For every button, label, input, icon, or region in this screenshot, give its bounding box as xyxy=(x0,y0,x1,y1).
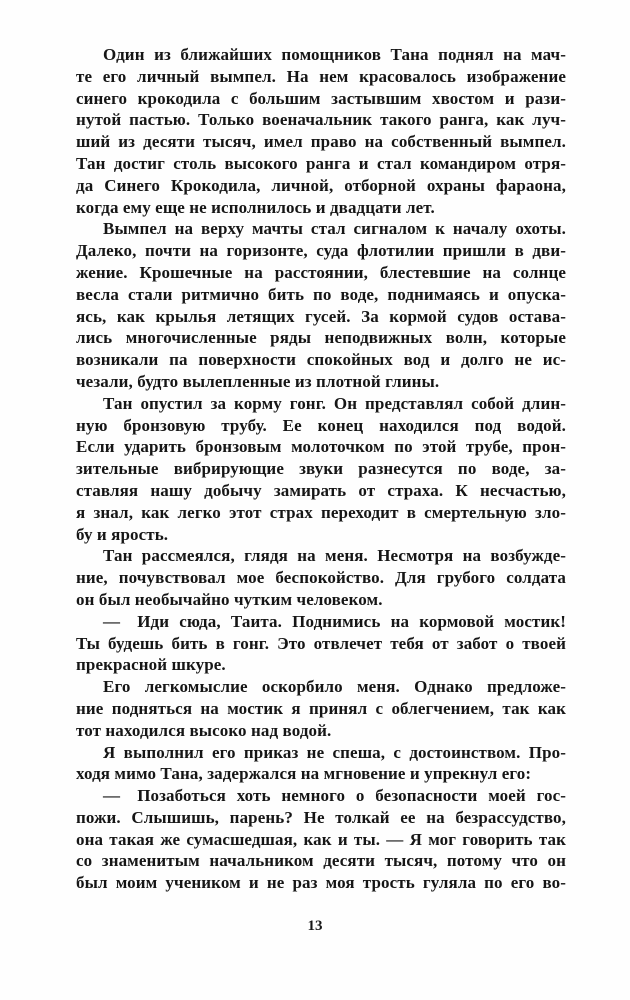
text-line: ние, почувствовал мое беспокойство. Для грубого солдата xyxy=(76,568,566,588)
text-line: Тан достиг столь высокого ранга и стал командиром отря- xyxy=(76,153,566,173)
text-line: Ты будешь бить в гонг. Это отвлечет тебя от забот о твоей xyxy=(76,633,566,653)
text-line: да Синего Крокодила, личной, отборной охраны фараона, xyxy=(76,175,566,195)
text-line: Тан рассмеялся, глядя на меня. Несмотря на возбужде- xyxy=(103,546,566,566)
text-line: прекрасной шкуре. xyxy=(76,655,226,675)
text-line: Вымпел на верху мачты стал сигналом к началу охоты. xyxy=(103,219,566,239)
text-line: чезали, будто вылепленные из плотной глины. xyxy=(76,371,440,391)
text-line: — Позаботься хоть немного о безопасности моей гос- xyxy=(103,786,566,806)
text-line: — Иди сюда, Таита. Поднимись на кормовой мостик! xyxy=(103,611,566,631)
text-line: жение. Крошечные на расстоянии, блестевшие на солнце xyxy=(76,262,566,282)
page-number: 13 xyxy=(307,918,323,934)
text-line: зительные вибрирующие звуки разнесутся по воде, за- xyxy=(76,459,566,479)
text-line: синего крокодила с большим застывшим хвостом и рази- xyxy=(76,88,566,108)
text-line: Далеко, почти на горизонте, суда флотилии пришли в дви- xyxy=(76,241,566,261)
text-line: ясь, как крылья летящих гусей. За кормой судов остава- xyxy=(76,306,566,326)
text-line: ную бронзовую трубу. Ее конец находился под водой. xyxy=(76,415,566,435)
text-line: бу и ярость. xyxy=(76,524,169,544)
text-line: когда ему еще не исполнилось и двадцати лет. xyxy=(76,197,435,217)
text-line: возникали па поверхности спокойных вод и долго не ис- xyxy=(76,350,566,370)
text-line: Тан опустил за корму гонг. Он представлял собой длин- xyxy=(103,393,566,413)
text-block xyxy=(76,44,566,894)
text-line: ние подняться на мостик я принял с облегчением, так как xyxy=(76,698,566,718)
text-line: тот находился высоко над водой. xyxy=(76,720,332,740)
text-line: нутой пастью. Только военачальник такого ранга, как луч- xyxy=(76,110,566,130)
text-line: Один из ближайших помощников Тана поднял на мач- xyxy=(103,45,566,64)
text-line: Если ударить бронзовым молоточком по этой трубе, прон- xyxy=(76,437,566,457)
text-line: был моим учеником и не раз моя трость гуляла по его во- xyxy=(76,873,566,893)
text-line: я знал, как легко этот страх переходит в смертельную зло- xyxy=(76,502,566,522)
text-line: со знаменитым начальником десяти тысяч, потому что он xyxy=(76,851,566,871)
text-line: ший из десяти тысяч, имел право на собственный вымпел. xyxy=(76,132,566,152)
text-line: ходя мимо Тана, задержался на мгновение и упрекнул его: xyxy=(76,764,532,784)
text-line: лись многочисленные ряды неподвижных волн, которые xyxy=(76,328,566,348)
text-line: те его личный вымпел. На нем красовалось изображение xyxy=(76,66,566,86)
text-line: Я выполнил его приказ не спеша, с достоинством. Про- xyxy=(103,742,566,762)
text-line: пожи. Слышишь, парень? Не толкай ее на безрассудство, xyxy=(76,807,566,827)
text-line: Его легкомыслие оскорбило меня. Однако предложе- xyxy=(103,677,566,697)
text-line: он был необычайно чутким человеком. xyxy=(76,589,383,609)
text-line: ставляя нашу добычу замирать от страха. К несчастью, xyxy=(76,480,566,500)
text-line: она такая же сумасшедшая, как и ты. — Я мог говорить так xyxy=(76,829,566,849)
text-line: весла стали ритмично бить по воде, поднимаясь и опуска- xyxy=(76,284,566,304)
